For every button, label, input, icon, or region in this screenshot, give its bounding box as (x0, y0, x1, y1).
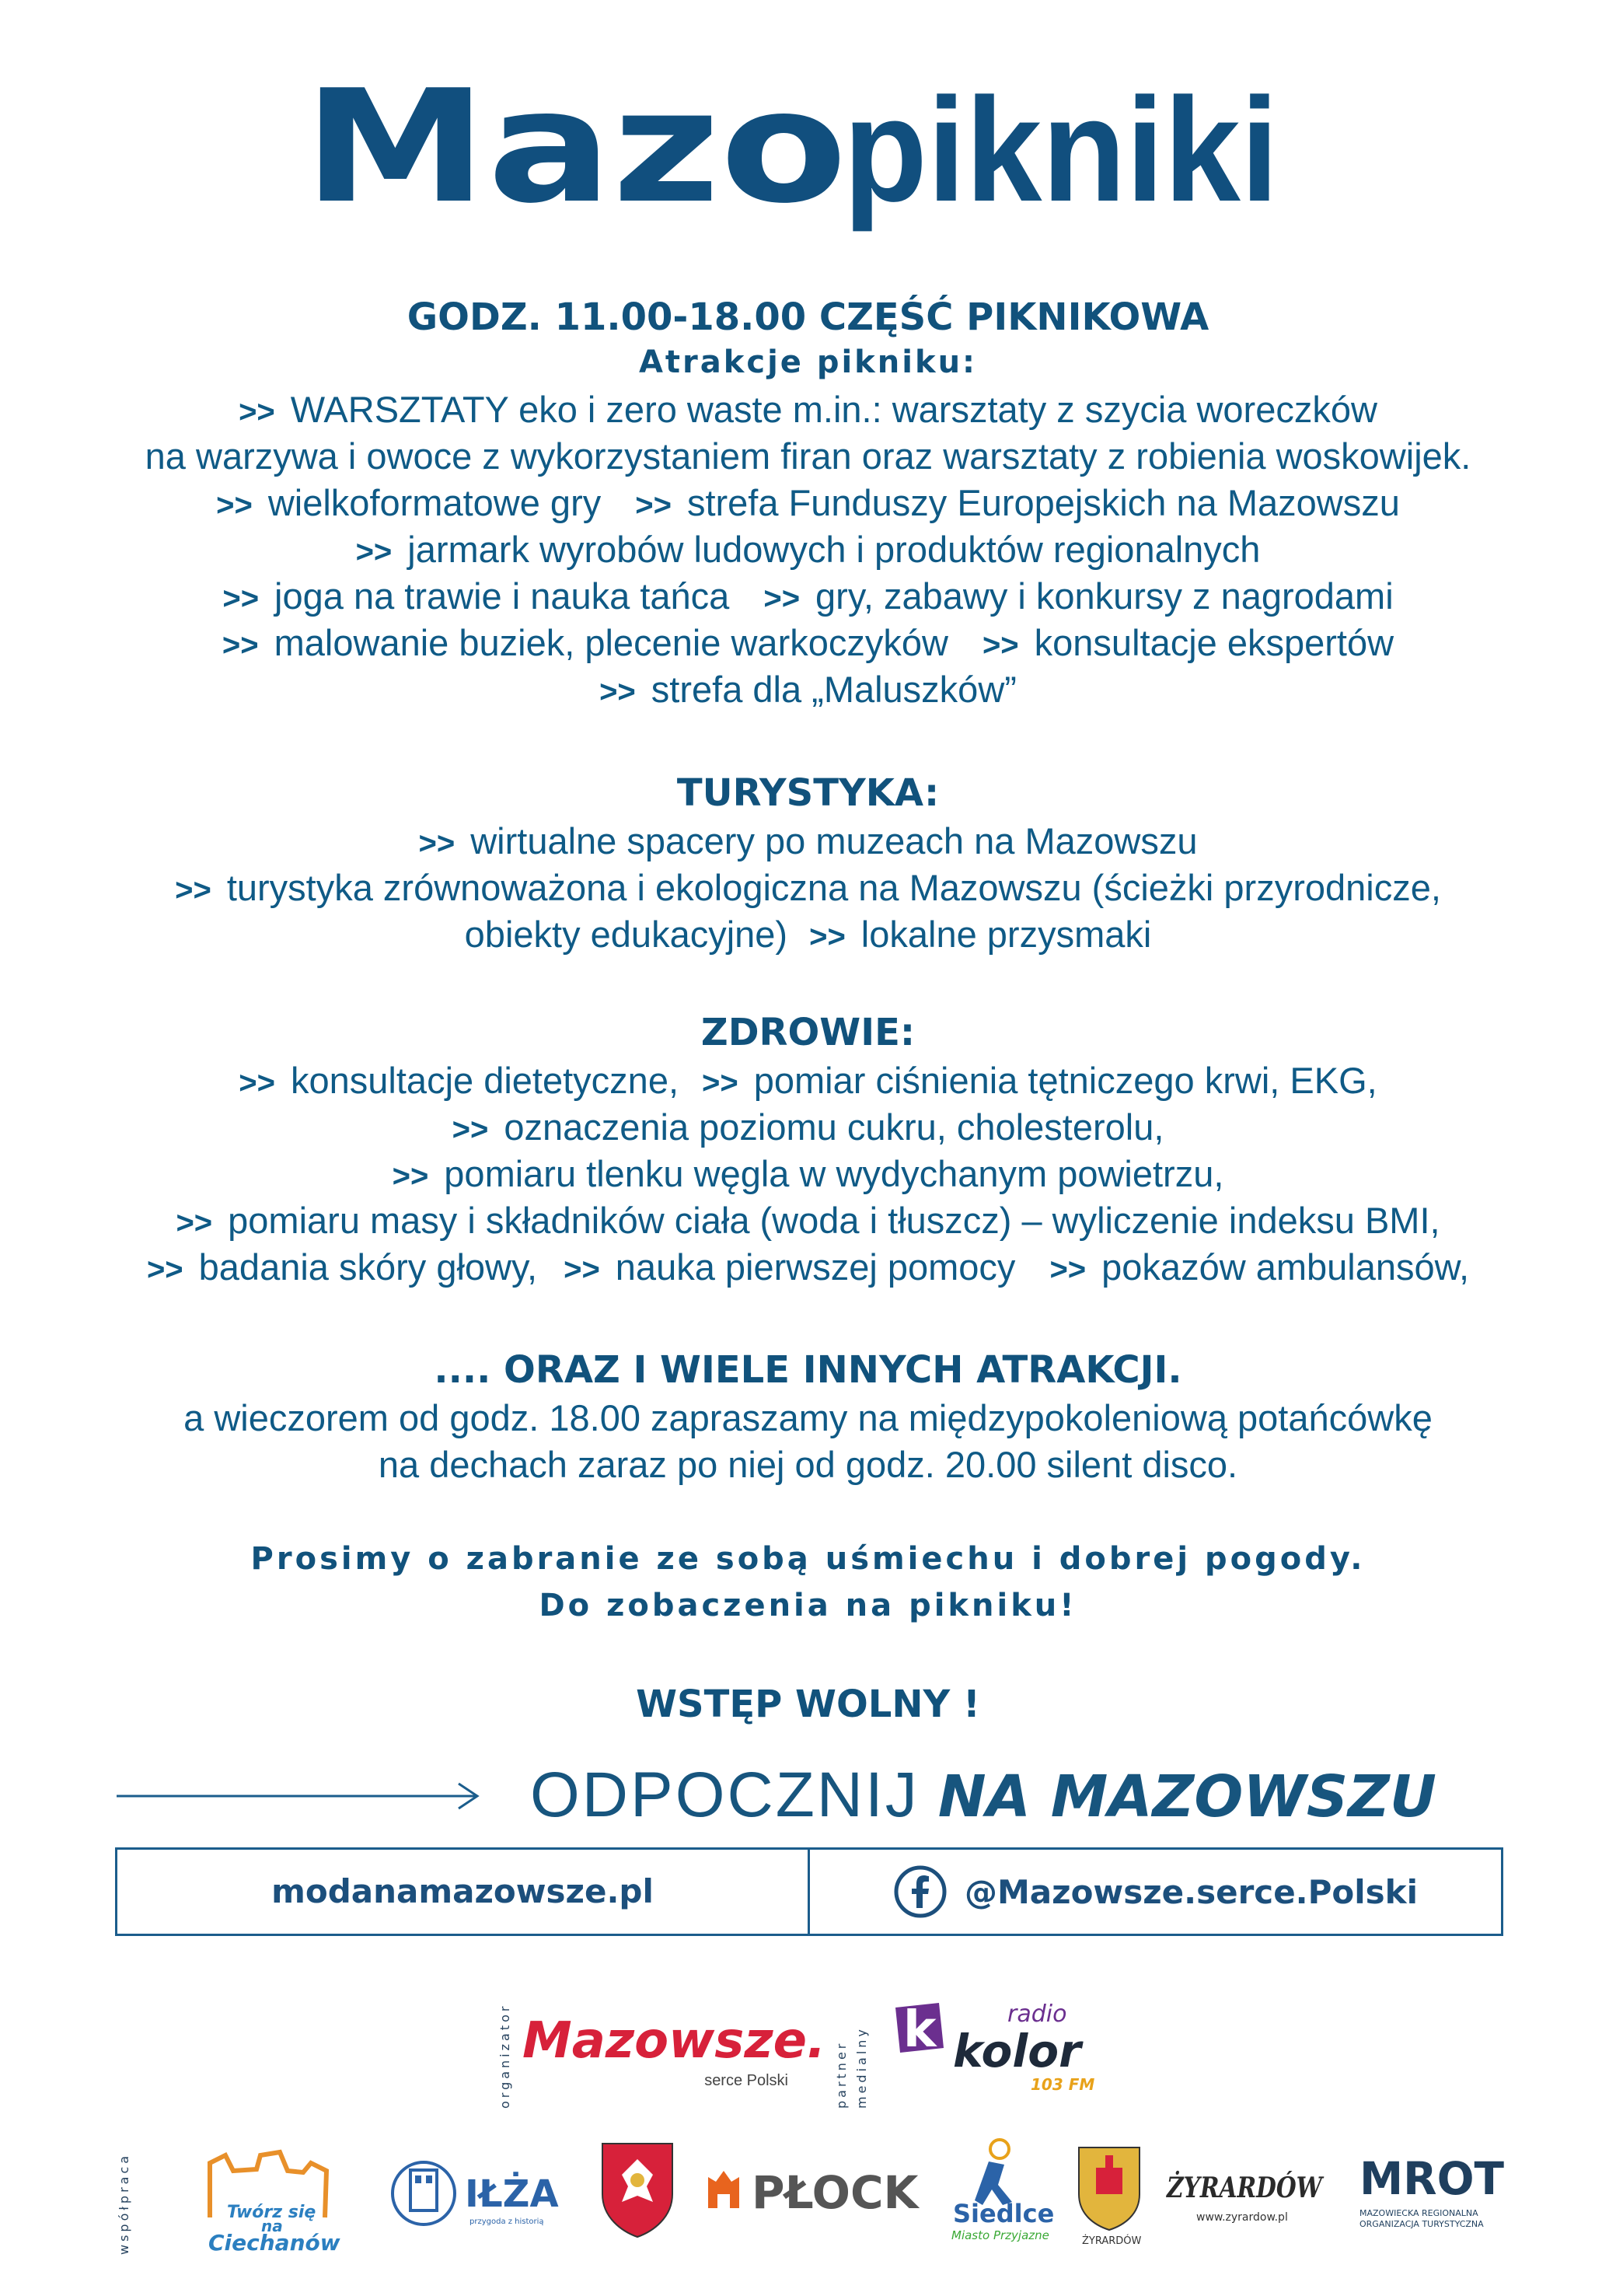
facebook-icon (893, 1864, 948, 1919)
bullet-icon: >> (239, 395, 275, 429)
siedlce-logo (941, 2130, 1057, 2247)
radio-freq: 103 FM (1031, 2075, 1095, 2094)
radio-k-letter: k (903, 2001, 937, 2059)
tourism-line-3 (0, 911, 1616, 960)
mazowsze-logo-name: Mazowsze. (522, 2012, 826, 2070)
bullet-icon: >> (355, 535, 393, 569)
bullet-icon: >> (175, 873, 211, 907)
health-line-3 (0, 1151, 1616, 1200)
organizer-label: organizator (497, 2003, 512, 2109)
radio-kolor-logo (891, 1998, 1140, 2107)
bullet-icon: >> (982, 628, 1019, 662)
facebook-handle: @Mazowsze.serce.Polski (964, 1872, 1419, 1911)
entry-free: WSTĘP WOLNY ! (636, 1683, 980, 1726)
zyrardow-url: www.zyrardow.pl (1196, 2211, 1288, 2224)
list-item: pomiaru masy i składników ciała (woda i tłuszcz) – wyliczenie indeksu BMI, (228, 1200, 1440, 1241)
picnic-line-6 (0, 620, 1616, 669)
zyrardow-crest-icon (1074, 2140, 1144, 2249)
list-item: konsultacje ekspertów (1034, 622, 1394, 663)
zyrardow-logo (1162, 2161, 1356, 2231)
picnic-line-3 (0, 480, 1616, 529)
website-link[interactable]: modanamazowsze.pl (271, 1872, 654, 1910)
slogan-part-2: NA MAZOWSZU (937, 1763, 1436, 1830)
zyrardow-name: ŻYRARDÓW (1167, 2172, 1356, 2204)
list-item: lokalne przysmaki (860, 914, 1152, 955)
closing-line-2: Do zobaczenia na pikniku! (539, 1588, 1077, 1623)
list-item: badania skóry głowy, (198, 1246, 538, 1288)
bullet-icon: >> (763, 582, 801, 616)
list-item: pomiaru tlenku węgla w wydychanym powietrzu, (444, 1153, 1224, 1194)
mrot-line-1: MAZOWIECKA REGIONALNA (1359, 2208, 1478, 2218)
list-item: wirtualne spacery po muzeach na Mazowszu (470, 820, 1198, 861)
mrot-line-2: ORGANIZACJA TURYSTYCZNA (1359, 2219, 1484, 2229)
bullet-icon: >> (146, 1253, 183, 1287)
facebook-link[interactable] (810, 1850, 1501, 1934)
tourism-heading: TURYSTYKA: (676, 771, 940, 815)
health-heading: ZDROWIE: (700, 1011, 916, 1054)
list-item: jarmark wyrobów ludowych i produktów regionalnych (407, 529, 1261, 570)
more-line-1: a wieczorem od godz. 18.00 zapraszamy na międzypokoleniową potańcówkę (183, 1397, 1433, 1438)
list-item: strefa Funduszy Europejskich na Mazowszu (686, 482, 1400, 523)
coat-of-arms-icon (599, 2140, 676, 2241)
bullet-icon: >> (222, 582, 260, 616)
health-line-1 (0, 1057, 1616, 1106)
more-line-2: na dechach zaraz po niej od godz. 20.00 silent disco. (378, 1444, 1238, 1485)
list-item: turystyka zrównoważona i ekologiczna na Mazowszu (ścieżki przyrodnicze, (226, 867, 1441, 908)
radio-word: radio (1007, 2001, 1067, 2028)
bullet-icon: >> (702, 1066, 738, 1100)
logo-svg (0, 57, 1616, 271)
list-item: malowanie buziek, plecenie warkoczyków (274, 622, 948, 663)
list-item: nauka pierwszej pomocy (615, 1246, 1016, 1288)
list-item: obiekty edukacyjne) (464, 914, 788, 955)
siedlce-name: Siedlce (953, 2199, 1055, 2228)
slogan (530, 1759, 1510, 1836)
slogan-part-1: ODPOCZNIJ (530, 1760, 920, 1830)
bullet-icon: >> (176, 1206, 213, 1240)
bullet-icon: >> (635, 488, 672, 522)
ilza-logo (389, 2151, 583, 2236)
bullet-icon: >> (599, 675, 636, 709)
bullet-icon: >> (392, 1159, 429, 1193)
picnic-line-2 (0, 433, 1616, 480)
bullet-icon: >> (564, 1253, 600, 1287)
more-heading: .... ORAZ I WIELE INNYCH ATRAKCJI. (434, 1348, 1182, 1392)
partner-label-1: partner (834, 2040, 849, 2109)
siedlce-tagline: Miasto Przyjazne (951, 2228, 1049, 2242)
plock-logo (703, 2160, 937, 2222)
picnic-line-4 (0, 526, 1616, 575)
health-line-2 (0, 1104, 1616, 1153)
list-item: konsultacje dietetyczne, (291, 1060, 679, 1101)
list-item: oznaczenia poziomu cukru, cholesterolu, (504, 1106, 1164, 1148)
list-item: pomiar ciśnienia tętniczego krwi, EKG, (753, 1060, 1377, 1101)
mrot-name: MROT (1359, 2152, 1505, 2205)
list-item: wielkoformatowe gry (267, 482, 602, 523)
tourism-line-1 (0, 818, 1616, 867)
list-item: strefa dla „Maluszków” (651, 669, 1017, 710)
health-line-4 (0, 1197, 1616, 1246)
ciechanow-line-1: Twórz się (227, 2203, 316, 2222)
list-item: WARSZTATY eko i zero waste m.in.: warsztaty z szycia woreczków (290, 389, 1377, 430)
arrow-right-icon (117, 1781, 482, 1812)
picnic-line-5 (0, 573, 1616, 622)
logo-suffix: pikniki (843, 68, 1279, 232)
mrot-logo (1356, 2146, 1512, 2239)
bullet-icon: >> (1049, 1253, 1087, 1287)
bullet-icon: >> (239, 1066, 276, 1100)
list-item: gry, zabawy i konkursy z nagrodami (815, 575, 1394, 617)
bullet-icon: >> (418, 826, 455, 861)
links-box (115, 1847, 1503, 1936)
ciechanow-line-3: Ciechanów (208, 2230, 340, 2256)
picnic-subheading: Atrakcje pikniku: (638, 344, 978, 380)
tourism-line-2 (0, 865, 1616, 914)
ciechanow-line-2: na (261, 2217, 283, 2235)
list-item: pokazów ambulansów, (1101, 1246, 1470, 1288)
partner-label-2: medialny (854, 2026, 869, 2109)
mazowsze-logo (522, 2010, 826, 2103)
zyrardow-crest-label: ŻYRARDÓW (1082, 2235, 1142, 2247)
ilza-tagline: przygoda z historią (469, 2217, 544, 2226)
closing-line-1: Prosimy o zabranie ze sobą uśmiechu i dobrej pogody. (250, 1541, 1366, 1577)
bullet-icon: >> (216, 488, 253, 522)
list-item: na warzywa i owoce z wykorzystaniem firan oraz warsztaty z robienia woskowijek. (145, 435, 1471, 477)
plock-name: PŁOCK (752, 2166, 919, 2219)
picnic-heading: GODZ. 11.00-18.00 CZĘŚĆ PIKNIKOWA (407, 295, 1209, 339)
bullet-icon: >> (452, 1113, 489, 1147)
bullet-icon: >> (809, 920, 846, 954)
mazopikniki-logo (0, 57, 1616, 271)
mazowsze-logo-tagline: serce Polski (704, 2072, 788, 2089)
bullet-icon: >> (222, 628, 259, 662)
logo-prefix: Mazo (303, 57, 847, 238)
picnic-line-7 (0, 666, 1616, 715)
list-item: joga na trawie i nauka tańca (274, 575, 730, 617)
health-line-5 (0, 1244, 1616, 1293)
ciechanow-logo (187, 2132, 350, 2256)
picnic-line-1 (0, 386, 1616, 435)
radio-name: kolor (953, 2025, 1081, 2078)
ilza-name: IŁŻA (465, 2172, 559, 2216)
coop-label: współpraca (117, 2152, 131, 2255)
